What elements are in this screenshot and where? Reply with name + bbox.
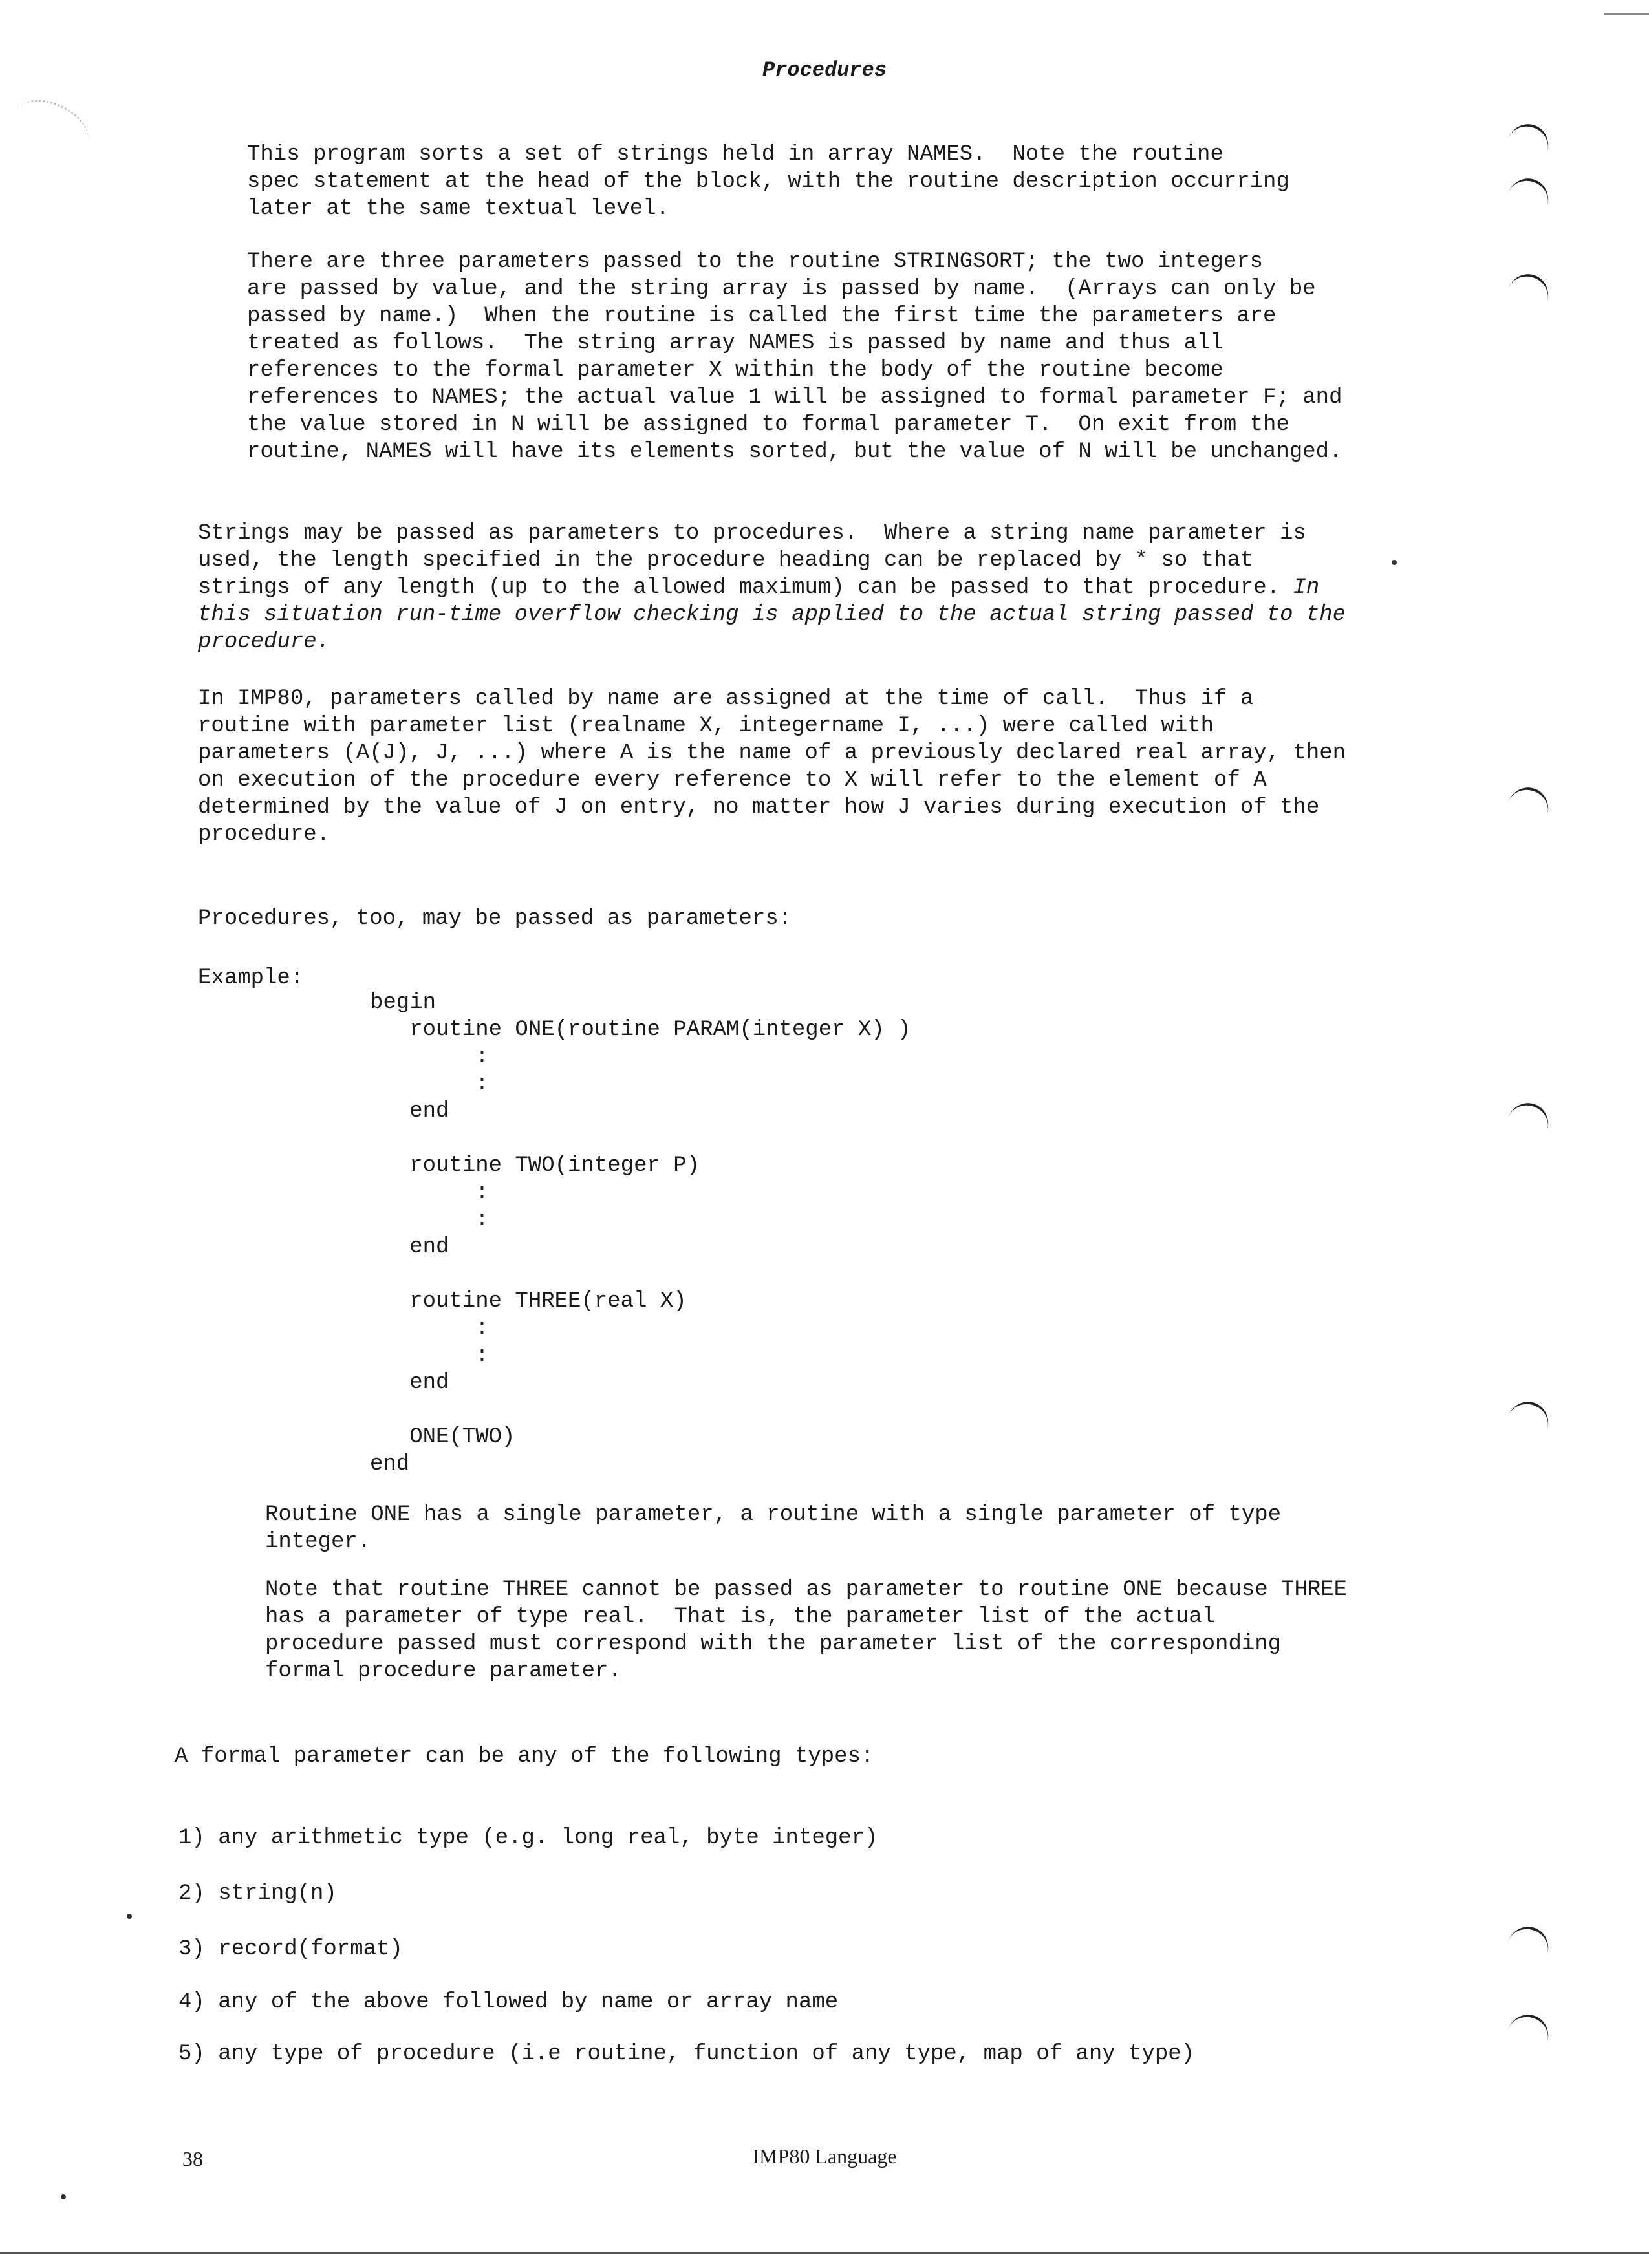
page-header: Procedures [762,58,887,82]
note-routine-three: Note that routine THREE cannot be passed as parameter to routine ONE because THREE has a parameter of type real. That is, the parameter list of the actual procedure passed must correspond with the parameter list of the corresponding formal procedure parameter. [265,1578,1348,1684]
intro-paragraph-2: There are three parameters passed to the routine STRINGSORT; the two integers are passed by value, and the string array is passed by name. (Arrays can only be passed by name.) When the routine is called the first time the parameters are treated as follows. The string array NAMES is passed by name and thus all references to the formal parameter X within the body of the routine become references to NAMES; the actual value 1 will be assigned to formal parameter F; and the value stored in N will be assigned to formal parameter T. On exit from the routine, NAMES will have its elements sorted, but the value of N will be unchanged. [247,250,1342,464]
formal-parameter-intro: A formal parameter can be any of the following types: [175,1744,874,1769]
margin-binder-mark [1501,782,1554,837]
strings-paragraph-italic: In this situation run-time overflow checking is applied to the actual string passed to the procedure. [198,575,1346,654]
margin-binder-mark [1501,119,1554,173]
scan-speck [127,1914,132,1919]
intro-paragraph-1: This program sorts a set of strings held in array NAMES. Note the routine spec statement at the head of the block, with the routine description occurring later at the same textual level. [247,142,1289,221]
scan-smudge [6,89,97,165]
strings-paragraph [198,520,1346,656]
list-item: 4) any of the above followed by name or array name [178,1990,839,2015]
margin-binder-mark [1501,269,1554,323]
scan-speck [1392,560,1397,565]
strings-paragraph-text: Strings may be passed as parameters to procedures. Where a string name parameter is used, the length specified in the procedure heading can be replaced by * so that strings of any length (up to the allowed maximum) can be passed to that procedure. [198,521,1306,600]
margin-binder-mark [1501,173,1554,228]
scan-speck [61,2194,66,2199]
procedures-paragraph: Procedures, too, may be passed as parameters: [198,906,792,931]
margin-binder-mark [1501,1921,1554,1976]
list-item: 5) any type of procedure (i.e routine, function of any type, map of any type) [178,2042,1195,2066]
page-number: 38 [182,2147,203,2170]
list-item: 2) string(n) [178,1881,337,1906]
list-item: 3) record(format) [178,1937,403,1962]
margin-binder-mark [1501,1396,1554,1451]
scan-edge-line-bottom [0,2252,1649,2254]
list-item: 1) any arithmetic type (e.g. long real, byte integer) [178,1826,878,1850]
margin-binder-mark [1501,2009,1554,2064]
scan-edge-line-top [1604,13,1649,15]
example-code: begin routine ONE(routine PARAM(integer X) ) : : end routine TWO(integer P) : : end routine THREE(real X) : : end ONE(TWO) end [370,990,911,1477]
note-routine-one: Routine ONE has a single parameter, a routine with a single parameter of type integer. [265,1503,1282,1554]
imp80-paragraph: In IMP80, parameters called by name are assigned at the time of call. Thus if a routine with parameter list (realname X, integername I, ...) were called with parameters (A(J), J, ...) where A is the name of a previously declared real array, then on execution of the procedure every reference to X will refer to the element of A determined by the value of J on entry, no matter how J varies during execution of the procedure. [198,687,1346,847]
margin-binder-mark [1501,1098,1554,1152]
example-label: Example: [198,966,304,990]
footer-title: IMP80 Language [752,2145,897,2168]
